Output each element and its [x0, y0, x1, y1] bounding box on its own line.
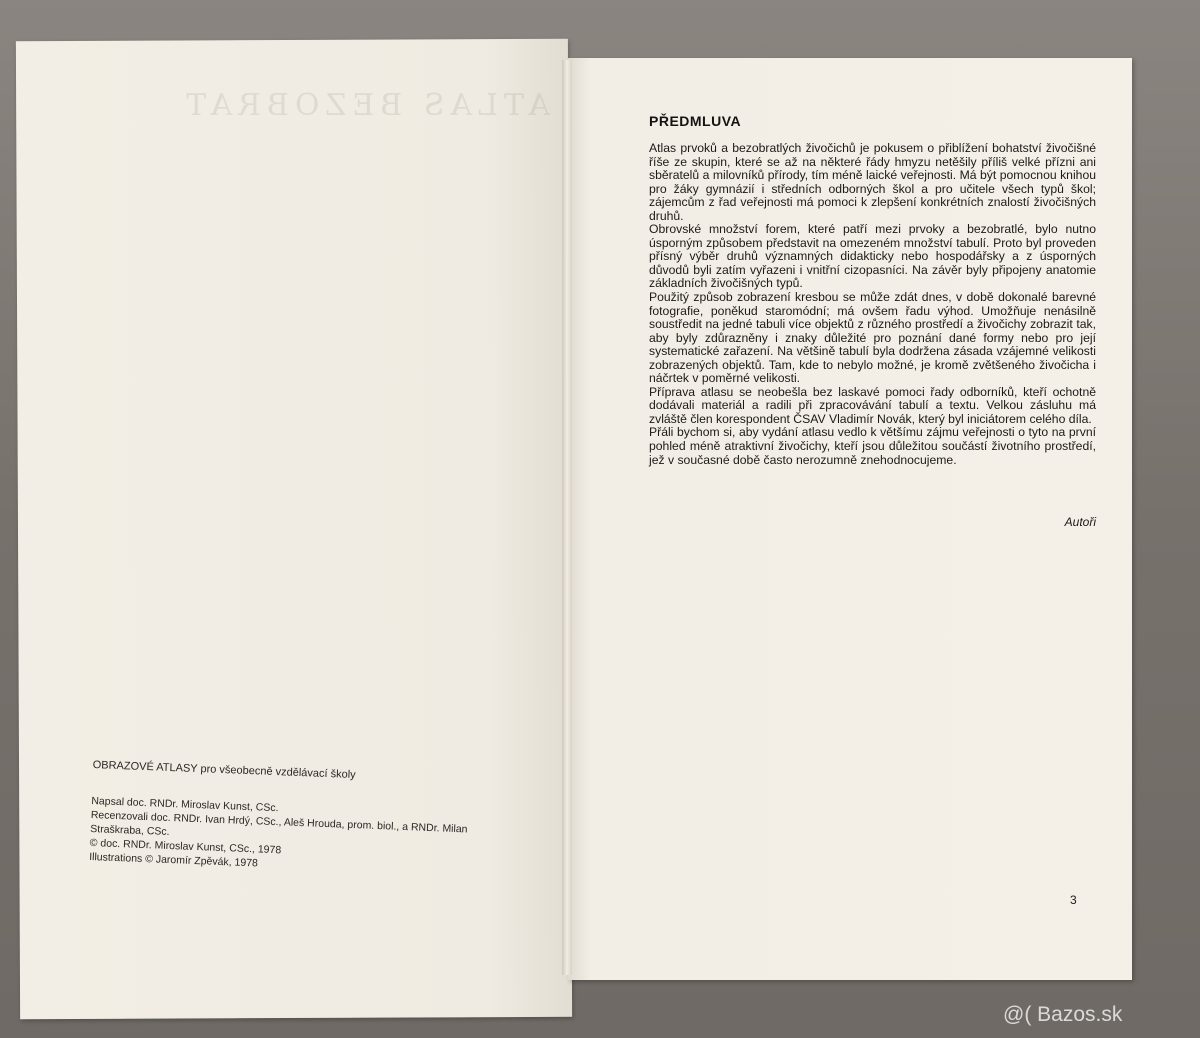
page-number: 3: [1070, 893, 1077, 907]
credit-copyright-text: © doc. RNDr. Miroslav Kunst, CSc., 1978: [89, 836, 282, 857]
preface-paragraph-4: Příprava atlasu se neobešla bez laskavé pomoci řady odborníků, kteří ochotně dodávali materiál a radili při zpracovávání tabulí a textu. Velkou zásluhu má zvláště člen korespondent ČSAV Vladimír Novák, který byl iniciátorem celého díla.: [649, 384, 1096, 426]
credit-author: Napsal doc. RNDr. Miroslav Kunst, CSc.: [91, 794, 279, 815]
page-heading: PŘEDMLUVA: [649, 113, 742, 129]
show-through-title: ATLAS BEZOBRAT: [180, 88, 550, 123]
credit-copyright-illustrations: Illustrations © Jaromír Zpěvák, 1978: [88, 850, 259, 870]
series-title-caps: OBRAZOVÉ ATLASY: [92, 758, 198, 776]
preface-paragraph-2: Obrovské množství forem, které patří mezi prvoky a bezobratlé, bylo nutno úsporným způsobem představit na omezeném množství tabulí. Proto byl proveden přísný výběr druhů významných didakticky nebo hospodářsky a z úsporných důvodů byli zatím vyřazeni i vnitřní cizopasníci. Na závěr byly připojeny anatomie základních živočišných typů.: [649, 222, 1096, 291]
preface-paragraph-3: Použitý způsob zobrazení kresbou se může zdát dnes, v době dokonalé barevné fotografie, poněkud staromódní; má ovšem řadu výhod. Umožňuje nenásilně soustředit na jedné tabuli více objektů z různého prostředí a živočichy zobrazit tak, aby byly zdůrazněny i znaky důležité pro poznání dané formy nebo pro její systematické zařazení. Na většině tabulí byla dodržena zásada vzájemné velikosti zobrazených objektů. Tam, kde to nebylo možné, je kromě zvětšeného živočicha i náčrtek v poměrné velikosti.: [649, 290, 1096, 386]
preface-body: [649, 142, 1096, 467]
watermark: @( Bazos.sk: [1003, 1003, 1123, 1026]
series-title-rest: pro všeobecně vzdělávací školy: [197, 763, 356, 782]
book-gutter: [562, 60, 572, 975]
credit-reviewers: Recenzovali doc. RNDr. Ivan Hrdý, CSc., Aleš Hrouda, prom. biol., a RNDr. Milan Straškraba, CSc.: [90, 808, 468, 838]
preface-paragraph-1: Atlas prvoků a bezobratlých živočichů je pokusem o přiblížení bohatství živočišné říše ze skupin, které se až na některé řády hmyzu netěšily příliš velké přízni ani sběratelů a milovníků přírody, tím méně laické veřejnosti. Má být pomocnou knihou pro žáky gymnázií i středních odborných škol a pro učitele všech typů škol; zájemcům z řad veřejnosti má pomoci k zlepšení konkrétních znalostí živočišných druhů.: [649, 141, 1096, 223]
colophon: [89, 758, 513, 880]
signature: Autoři: [1064, 515, 1096, 529]
preface-paragraph-5: Přáli bychom si, aby vydání atlasu vedlo k většímu zájmu veřejnosti o tyto na první pohled méně atraktivní živočichy, kteří jsou důležitou součástí životního prostředí, jež v současné době často nerozumně znehodnocujeme.: [649, 425, 1096, 467]
